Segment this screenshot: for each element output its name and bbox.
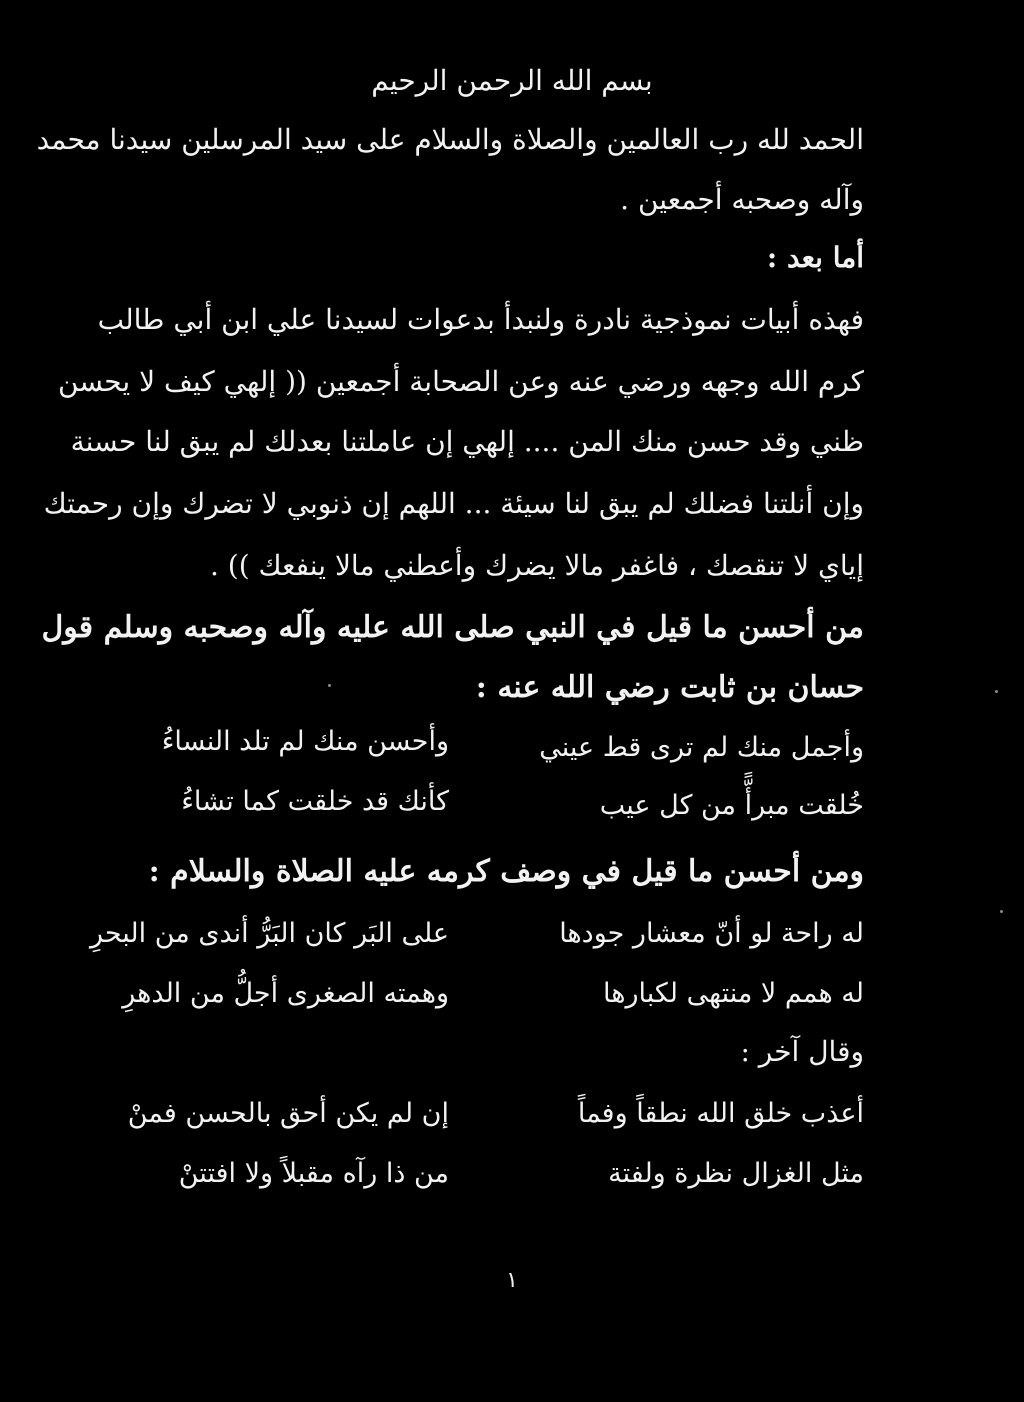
heading-generosity: ومن أحسن ما قيل في وصف كرمه عليه الصلاة والسلام : — [148, 854, 864, 889]
poem2-verse1-left: على البَر كان البَرُّ أندى من البحرِ — [89, 918, 449, 949]
basmala: بسم الله الرحمن الرحيم — [371, 64, 653, 97]
poem1-verse2-right: خُلقت مبرأًّ من كل عيب — [599, 790, 864, 821]
page-number: ١ — [506, 1268, 518, 1293]
poem3-verse2-right: مثل الغزال نظرة ولفتة — [608, 1158, 864, 1189]
heading-best-said: من أحسن ما قيل في النبي صلى الله عليه وآله وصحبه وسلم قول — [41, 610, 864, 645]
poem2-verse2-right: له همم لا منتهى لكبارها — [603, 978, 864, 1009]
poem3-verse1-left: إن لم يكن أحق بالحسن فمنْ — [127, 1098, 449, 1129]
scan-speck — [1000, 910, 1003, 913]
heading-hassan: حسان بن ثابت رضي الله عنه : — [475, 670, 864, 705]
intro-line-5: كرم الله وجهه ورضي عنه وعن الصحابة أجمعين (( إلهي كيف لا يحسن — [58, 365, 864, 398]
intro-line-1: الحمد لله رب العالمين والصلاة والسلام على سيد المرسلين سيدنا محمد — [36, 123, 864, 156]
intro-line-3: أما بعد : — [766, 241, 864, 274]
heading-another-said: وقال آخر : — [740, 1035, 864, 1068]
scan-speck — [328, 684, 331, 687]
intro-line-4: فهذه أبيات نموذجية نادرة ولنبدأ بدعوات لسيدنا علي ابن أبي طالب — [97, 303, 864, 336]
poem1-verse1-left: وأحسن منك لم تلد النساءُ — [161, 726, 449, 757]
poem2-verse2-left: وهمته الصغرى أجلُّ من الدهرِ — [122, 978, 449, 1009]
poem1-verse2-left: كأنك قد خلقت كما تشاءُ — [181, 786, 449, 817]
poem2-verse1-right: له راحة لو أنّ معشار جودها — [559, 918, 864, 949]
intro-line-8: إياي لا تنقصك ، فاغفر مالا يضرك وأعطني مالا ينفعك )) . — [209, 549, 864, 582]
scan-speck — [995, 690, 998, 693]
intro-line-2: وآله وصحبه أجمعين . — [620, 183, 864, 216]
poem3-verse1-right: أعذب خلق الله نطقاً وفماً — [577, 1098, 864, 1129]
poem1-verse1-right: وأجمل منك لم ترى قط عيني — [539, 732, 864, 763]
intro-line-7: وإن أنلتنا فضلك لم يبق لنا سيئة ... اللهم إن ذنوبي لا تضرك وإن رحمتك — [43, 487, 864, 520]
intro-line-6: ظني وقد حسن منك المن .... إلهي إن عاملتنا بعدلك لم يبق لنا حسنة — [70, 425, 864, 458]
poem3-verse2-left: من ذا رآه مقبلاً ولا افتتنْ — [178, 1158, 449, 1189]
